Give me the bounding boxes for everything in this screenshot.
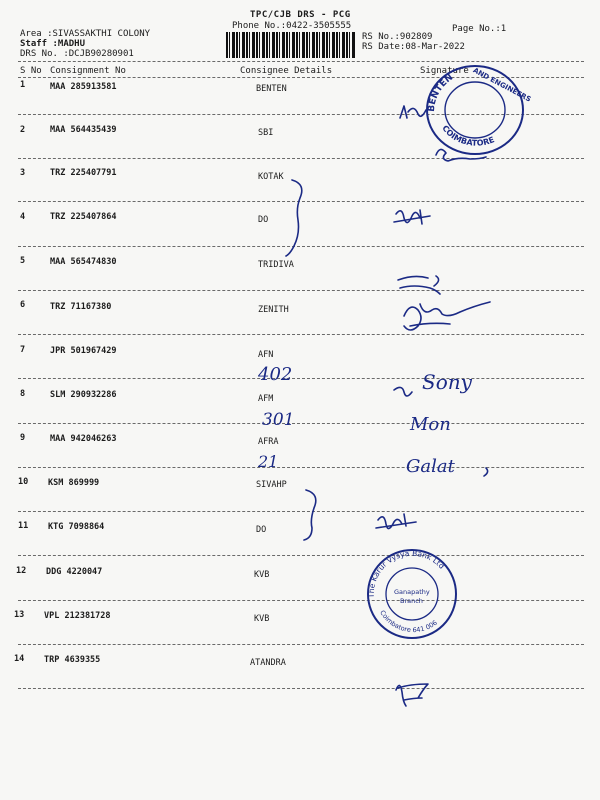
benten-company-stamp [420, 60, 533, 160]
row-consignee: KOTAK [258, 172, 284, 182]
stamp-benten-right: AND ENGINEERS [471, 66, 533, 104]
row-consignment: KSM 869999 [48, 478, 100, 488]
rs-number: RS No.:902809 [362, 32, 433, 42]
row-sno: 9 [20, 433, 26, 443]
row-consignee: DO [258, 215, 269, 225]
phone-number: Phone No.:0422-3505555 [232, 21, 352, 31]
row-sno: 3 [20, 168, 26, 178]
stamp-kvb-line1: Ganapathy [394, 588, 430, 596]
row-consignment: MAA 285913581 [50, 82, 117, 92]
stamp-kvb-ring: The Karur Vysya Bank Ltd [366, 548, 447, 599]
row-consignee: BENTEN [256, 84, 287, 94]
handwritten-flat-402: 402 [258, 364, 293, 385]
row-consignment: JPR 501967429 [50, 346, 117, 356]
row-sno: 1 [20, 80, 26, 90]
row-consignee: AFN [258, 350, 274, 360]
row-consignee: SBI [258, 128, 274, 138]
row-consignee: ZENITH [258, 305, 289, 315]
stamp-benten-top: BENTEN [426, 72, 456, 113]
signature-mon: Mon [410, 414, 451, 435]
row-consignee: AFRA [258, 437, 279, 447]
rs-date: RS Date:08-Mar-2022 [362, 42, 465, 52]
signature-sony: Sony [422, 370, 472, 394]
column-header-consignee: Consignee Details [240, 66, 333, 76]
row-consignee: KVB [254, 614, 270, 624]
row-consignment: MAA 564435439 [50, 125, 117, 135]
column-header-signature: Signature [420, 66, 469, 76]
kvb-bank-stamp [364, 546, 460, 642]
row-consignee: AFM [258, 394, 274, 404]
row-consignment: DDG 4220047 [46, 567, 103, 577]
row-consignment: TRZ 71167380 [50, 302, 112, 312]
handwritten-flat-21: 21 [258, 452, 279, 471]
row-sno: 6 [20, 300, 26, 310]
row-consignment: SLM 290932286 [50, 390, 117, 400]
row-consignee: SIVAHP [256, 480, 287, 490]
row-sno: 2 [20, 125, 26, 135]
page-number: Page No.:1 [452, 24, 507, 34]
row-consignment: TRP 4639355 [44, 655, 101, 665]
staff-label: Staff :MADHU [20, 39, 86, 49]
row-consignment: MAA 565474830 [50, 257, 117, 267]
row-sno: 4 [20, 212, 26, 222]
column-header-consignment: Consignment No [50, 66, 126, 76]
drs-number: DRS No. :DCJB90280901 [20, 49, 134, 59]
row-sno: 5 [20, 256, 26, 266]
row-consignee: DO [256, 525, 267, 535]
row-consignee: KVB [254, 570, 270, 580]
row-sno: 7 [20, 345, 26, 355]
row-sno: 11 [18, 521, 29, 531]
row-consignment: KTG 7098864 [48, 522, 105, 532]
row-consignment: VPL 212381728 [44, 611, 111, 621]
row-consignment: TRZ 225407864 [50, 212, 117, 222]
stamp-benten-bottom: COIMBATORE [440, 123, 496, 148]
row-consignee: TRIDIVA [258, 260, 294, 270]
row-sno: 13 [14, 610, 25, 620]
row-sno: 8 [20, 389, 26, 399]
row-sno: 10 [18, 477, 29, 487]
stamp-kvb-bottom: Coimbatore 641 006 [378, 608, 439, 635]
signature-galat: Galat [406, 456, 455, 477]
column-header-sno: S No [20, 66, 42, 76]
handwritten-flat-301: 301 [262, 410, 295, 430]
row-consignment: TRZ 225407791 [50, 168, 117, 178]
row-consignment: MAA 942046263 [50, 434, 117, 444]
report-title: TPC/CJB DRS - PCG [250, 10, 351, 20]
area-label: Area :SIVASSAKTHI COLONY [20, 29, 151, 39]
stamp-kvb-line2: Branch [400, 597, 423, 605]
row-sno: 14 [14, 654, 25, 664]
row-sno: 12 [16, 566, 27, 576]
row-consignee: ATANDRA [250, 658, 286, 668]
